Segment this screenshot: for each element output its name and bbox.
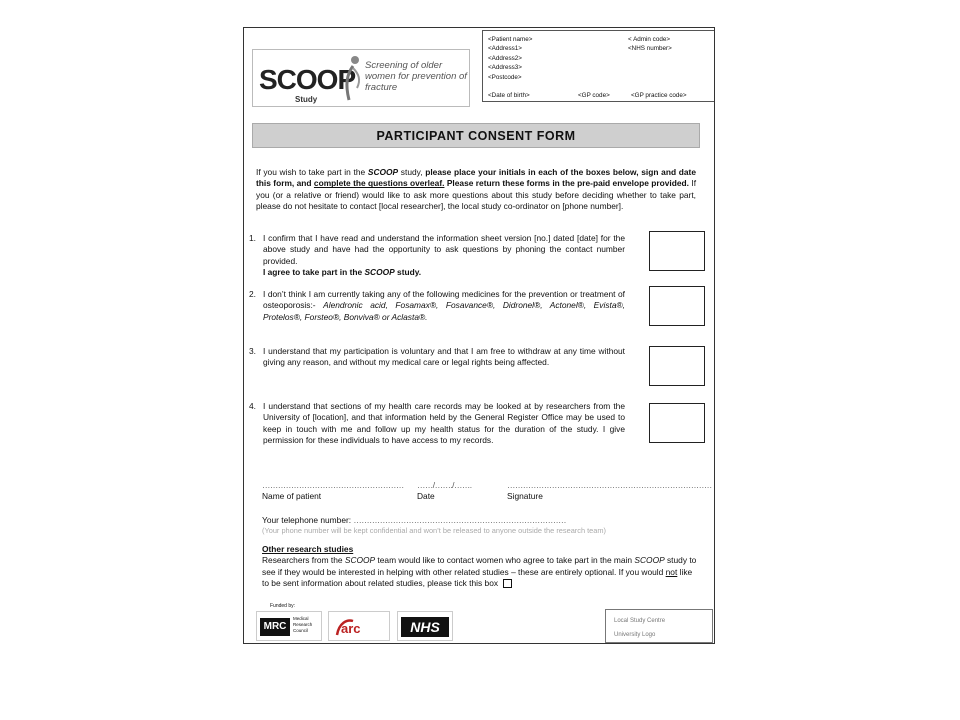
telephone-label: Your telephone number: bbox=[262, 515, 354, 525]
logo-study-label: Study bbox=[295, 95, 318, 104]
local-study-centre-box bbox=[605, 609, 713, 643]
telephone-note: (Your phone number will be kept confidential and won’t be released to anyone outside the research team) bbox=[262, 526, 607, 535]
address2-field: <Address2> bbox=[488, 54, 522, 62]
mrc-logo bbox=[256, 611, 322, 641]
scoop-logo bbox=[252, 49, 470, 107]
patient-name-field: <Patient name> bbox=[488, 36, 533, 43]
item-number: 4. bbox=[249, 401, 256, 411]
university-logo-label: University Logo bbox=[614, 632, 656, 638]
consent-form-page bbox=[243, 27, 715, 644]
initials-box-2[interactable] bbox=[649, 286, 705, 326]
intro-contact-text: If you (or a relative or friend) would like to ask more questions about this study before deciding whether to take part, please do not hesitate to contact [local researcher], the local study co-ordinator on [phone number]. bbox=[256, 178, 697, 211]
item-number: 2. bbox=[249, 289, 256, 299]
logo-tagline: Screening of older women for prevention of fracture bbox=[365, 60, 467, 93]
item-text: I understand that sections of my health care records may be looked at by researchers from the University of [location], and that information held by the General Register Office may be used to keep in touch with me and follow up my health status for the duration of the study. I give permission for these individuals to have access to my records. bbox=[263, 401, 625, 445]
logo-wordmark: SCOOP bbox=[259, 64, 356, 95]
initials-box-3[interactable] bbox=[649, 346, 705, 386]
mrc-wordmark: MRC bbox=[260, 618, 290, 636]
figure-icon bbox=[339, 54, 365, 104]
item-text: I don’t think I am currently taking any of the following medicines for the prevention or treatment of osteoporosis:- bbox=[263, 289, 625, 311]
postcode-field: <Postcode> bbox=[488, 73, 522, 81]
nhs-logo bbox=[397, 611, 453, 641]
name-label: Name of patient bbox=[262, 491, 322, 501]
nhs-wordmark: NHS bbox=[401, 617, 449, 637]
patient-name-line[interactable]: ……………………………………………… bbox=[262, 480, 404, 490]
other-text: like to be sent information about related studies, please tick this box bbox=[262, 566, 693, 588]
agree-text: I agree to take part in the bbox=[263, 266, 365, 277]
initials-box-1[interactable] bbox=[649, 231, 705, 271]
dob-field: <Date of birth> bbox=[488, 92, 530, 99]
item-text: I understand that my participation is voluntary and that I am free to withdraw at any time without giving any reason, and without my medical care or legal rights being affected. bbox=[263, 346, 625, 368]
arc-logo bbox=[328, 611, 390, 641]
intro-text: study, bbox=[398, 167, 426, 177]
item-number: 1. bbox=[249, 233, 256, 243]
address1-field: <Address1> bbox=[488, 45, 522, 53]
signature-line[interactable]: …………………………………………………………………… bbox=[507, 480, 712, 490]
initials-box-4[interactable] bbox=[649, 403, 705, 443]
consent-item-1 bbox=[249, 233, 625, 278]
intro-overleaf-instruction: complete the questions overleaf. bbox=[313, 178, 445, 189]
mrc-subtitle: Medical Research Council bbox=[293, 616, 313, 633]
patient-address-box bbox=[482, 30, 715, 102]
item-text: I confirm that I have read and understand the information sheet version [no.] dated [date] for the above study and have had the opportunity to ask questions by phoning the contact number provided. bbox=[263, 233, 625, 266]
agree-text-end: study. bbox=[394, 266, 422, 277]
agree-study-name: SCOOP bbox=[364, 266, 395, 277]
gp-code-field: <GP code> bbox=[578, 92, 610, 99]
date-label: Date bbox=[417, 491, 435, 501]
other-research-heading: Other research studies bbox=[262, 544, 354, 554]
gp-practice-code-field: <GP practice code> bbox=[631, 92, 687, 99]
intro-return-instruction: Please return these forms in the pre-paid envelope provided. bbox=[444, 178, 689, 189]
arc-wordmark: arc bbox=[341, 621, 361, 636]
medicine-list: Alendronic acid, Fosamax®, Fosavance®, Didronel®, Actonel®, Evista®, Protelos®, Forsteo®, Bonviva® or Aclasta®. bbox=[263, 300, 625, 322]
date-line[interactable]: ……/……./……. bbox=[417, 480, 472, 490]
item-number: 3. bbox=[249, 346, 256, 356]
consent-item-3 bbox=[249, 346, 625, 369]
intro-study-name: SCOOP bbox=[367, 167, 399, 177]
address3-field: <Address3> bbox=[488, 64, 522, 72]
other-research-section bbox=[262, 544, 698, 589]
opt-out-checkbox[interactable] bbox=[503, 579, 512, 588]
form-title: PARTICIPANT CONSENT FORM bbox=[252, 123, 700, 148]
local-study-centre-label: Local Study Centre bbox=[614, 618, 666, 624]
other-text: study to see if they would be interested in helping with other related studies – these are entirely optional. If you would bbox=[262, 555, 697, 577]
other-study-name: SCOOP bbox=[634, 555, 665, 566]
other-text: team would like to contact women who agree to take part in the main bbox=[375, 555, 635, 566]
telephone-line: ……………………………………………………………………… bbox=[353, 515, 567, 525]
intro-text: If you wish to take part in the bbox=[256, 167, 368, 177]
funded-by-label: Funded by: bbox=[270, 603, 296, 609]
consent-item-2 bbox=[249, 289, 625, 323]
nhs-number-field: <NHS number> bbox=[628, 45, 672, 53]
not-emphasis: not bbox=[665, 566, 678, 577]
intro-paragraph bbox=[256, 167, 696, 212]
consent-item-4 bbox=[249, 401, 625, 446]
other-text: Researchers from the bbox=[262, 555, 345, 566]
signature-label: Signature bbox=[507, 491, 543, 501]
other-study-name: SCOOP bbox=[344, 555, 376, 566]
admin-code-field: < Admin code> bbox=[628, 36, 671, 43]
intro-instruction: please place your initials in each of the boxes below, sign and date this form, and bbox=[256, 167, 696, 189]
